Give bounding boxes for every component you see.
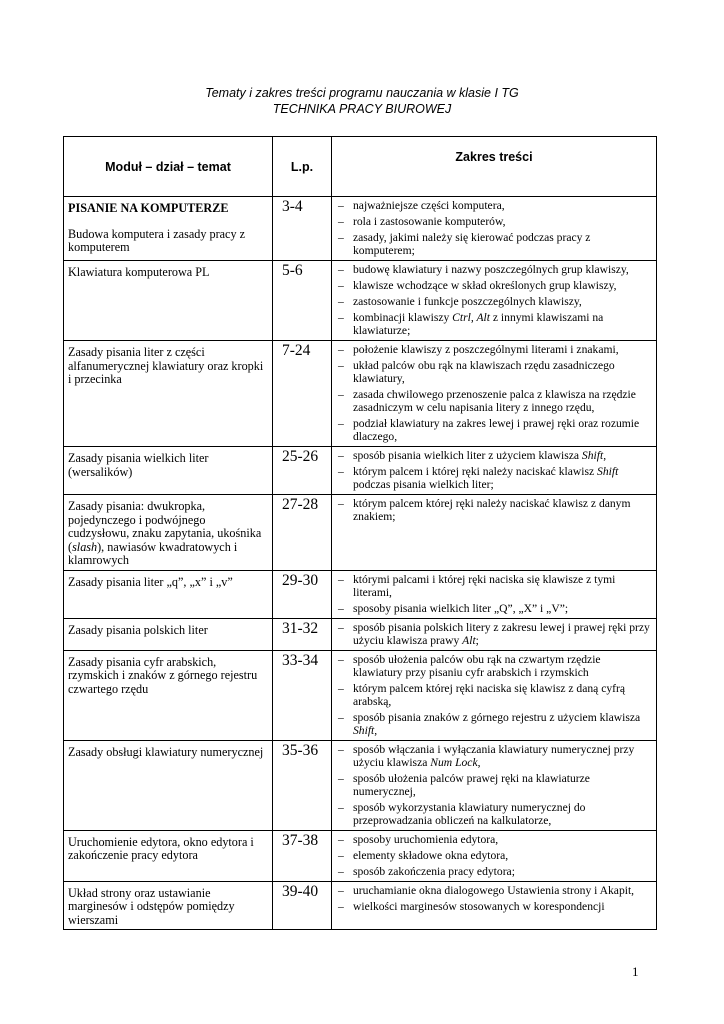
list-item: – sposób pisania znaków z górnego rejestru z użyciem klawisza Shift, <box>338 711 652 737</box>
list-item: – podział klawiatury na zakres lewej i prawej ręki oraz rozumie dlaczego, <box>338 417 652 443</box>
topic-cell <box>64 830 273 881</box>
scope-list <box>338 833 652 878</box>
topic-cell <box>64 650 273 740</box>
scope-cell <box>332 197 657 261</box>
topic-text: Klawiatura komputerowa PL <box>68 265 210 279</box>
column-header-lp: L.p. <box>273 137 332 197</box>
lesson-number-cell: 35-36 <box>273 740 332 830</box>
table-row <box>64 197 657 261</box>
column-header-scope: Zakres treści <box>332 137 657 197</box>
topic-text: Zasady obsługi klawiatury numerycznej <box>68 744 264 759</box>
lesson-number-cell: 3-4 <box>273 197 332 261</box>
list-item: – zasady, jakimi należy się kierować podczas pracy z komputerem; <box>338 231 652 257</box>
scope-cell <box>332 830 657 881</box>
scope-list <box>338 449 652 491</box>
list-item: – układ palców obu rąk na klawiszach rzędu zasadniczego klawiatury, <box>338 359 652 385</box>
table-row <box>64 261 657 341</box>
list-item: – położenie klawiszy z poszczególnymi literami i znakami, <box>338 343 652 356</box>
topic-text: Układ strony oraz ustawianie marginesów i odstępów pomiędzy wierszami <box>68 885 235 927</box>
list-item: – sposób wykorzystania klawiatury numerycznej do przeprowadzania obliczeń na kalkulatorze, <box>338 801 652 827</box>
table-row <box>64 341 657 447</box>
list-item: – wielkości marginesów stosowanych w korespondencji <box>338 900 652 913</box>
list-item: – najważniejsze części komputera, <box>338 199 652 212</box>
list-item: – zasada chwilowego przenoszenie palca z klawisza na rzędzie zasadniczym w celu napisania litery z innego rzędu, <box>338 388 652 414</box>
scope-cell <box>332 341 657 447</box>
table-row <box>64 740 657 830</box>
topic-cell <box>64 261 273 341</box>
scope-cell <box>332 570 657 618</box>
topic-cell <box>64 197 273 261</box>
table-row <box>64 495 657 571</box>
topic-cell <box>64 341 273 447</box>
topic-cell <box>64 740 273 830</box>
topic-text: Zasady pisania polskich liter <box>68 622 208 637</box>
scope-list <box>338 199 652 257</box>
list-item: – sposób zakończenia pracy edytora; <box>338 865 652 878</box>
scope-list <box>338 621 652 647</box>
list-item: – sposoby pisania wielkich liter „Q”, „X” i „V”; <box>338 602 652 615</box>
list-item: – klawisze wchodzące w skład określonych grup klawiszy, <box>338 279 652 292</box>
scope-list <box>338 343 652 443</box>
table-row <box>64 447 657 495</box>
scope-cell <box>332 618 657 650</box>
topic-text: Zasady pisania: dwukropka, pojedynczego i podwójnego cudzysłowu, znaku zapytania, ukośnika (slash), nawiasów kwadratowych i klamrowych <box>68 499 262 567</box>
page-number: 1 <box>632 964 639 979</box>
table-row <box>64 881 657 930</box>
list-item: – którym palcem której ręki naciska się klawisz z daną cyfrą arabską, <box>338 682 652 708</box>
list-item: – sposób pisania wielkich liter z użyciem klawisza Shift, <box>338 449 652 462</box>
lesson-number-cell: 7-24 <box>273 341 332 447</box>
lesson-number-cell: 31-32 <box>273 618 332 650</box>
table-header-row <box>64 137 657 197</box>
lesson-number-cell: 27-28 <box>273 495 332 571</box>
topic-text: Zasady pisania cyfr arabskich, rzymskich i znaków z górnego rejestru czwartego rzędu <box>68 654 258 696</box>
list-item: – budowę klawiatury i nazwy poszczególnych grup klawiszy, <box>338 263 652 276</box>
list-item: – sposób pisania polskich litery z zakresu lewej i prawej ręki przy użyciu klawisza prawy Alt; <box>338 621 652 647</box>
list-item: – którym palcem której ręki należy naciskać klawisz z danym znakiem; <box>338 497 652 523</box>
topic-cell <box>64 447 273 495</box>
scope-list <box>338 497 652 523</box>
scope-list <box>338 884 652 913</box>
scope-cell <box>332 261 657 341</box>
scope-cell <box>332 881 657 930</box>
document-title: Tematy i zakres treści programu nauczania w klasie I TG <box>205 86 519 100</box>
topic-cell <box>64 495 273 571</box>
list-item: – elementy składowe okna edytora, <box>338 849 652 862</box>
column-header-module: Moduł – dział – temat <box>64 137 273 197</box>
scope-list <box>338 653 652 737</box>
table-row <box>64 570 657 618</box>
list-item: – którymi palcami i której ręki naciska się klawisze z tymi literami, <box>338 573 652 599</box>
table-row <box>64 650 657 740</box>
list-item: – sposoby uruchomienia edytora, <box>338 833 652 846</box>
list-item: – uruchamianie okna dialogowego Ustawienia strony i Akapit, <box>338 884 652 897</box>
list-item: – zastosowanie i funkcje poszczególnych klawiszy, <box>338 295 652 308</box>
scope-list <box>338 263 652 337</box>
topic-text: Budowa komputera i zasady pracy z komputerem <box>68 226 245 254</box>
document-subtitle: TECHNIKA PRACY BIUROWEJ <box>272 102 452 116</box>
list-item: – sposób włączania i wyłączania klawiatury numerycznej przy użyciu klawisza Num Lock, <box>338 743 652 769</box>
lesson-number-cell: 37-38 <box>273 830 332 881</box>
table-row <box>64 830 657 881</box>
list-item: – rola i zastosowanie komputerów, <box>338 215 652 228</box>
topic-cell <box>64 570 273 618</box>
scope-cell <box>332 650 657 740</box>
topic-text: Zasady pisania liter „q”, „x” i „v” <box>68 574 233 589</box>
list-item: – sposób ułożenia palców obu rąk na czwartym rzędzie klawiatury przy pisaniu cyfr arabskich i rzymskich <box>338 653 652 679</box>
topic-cell <box>64 618 273 650</box>
list-item: – którym palcem i której ręki należy naciskać klawisz Shift podczas pisania wielkich liter; <box>338 465 652 491</box>
curriculum-table <box>63 136 657 930</box>
topic-text: Zasady pisania wielkich liter (wersalików) <box>68 451 209 479</box>
topic-text: Zasady pisania liter z części alfanumerycznej klawiatury oraz kropki i przecinka <box>68 345 264 386</box>
scope-cell <box>332 495 657 571</box>
topic-text: Uruchomienie edytora, okno edytora i zakończenie pracy edytora <box>68 834 254 862</box>
scope-list <box>338 743 652 827</box>
list-item: – kombinacji klawiszy Ctrl, Alt z innymi klawiszami na klawiaturze; <box>338 311 652 337</box>
scope-cell <box>332 447 657 495</box>
topic-cell <box>64 881 273 930</box>
lesson-number-cell: 5-6 <box>273 261 332 341</box>
scope-list <box>338 573 652 615</box>
lesson-number-cell: 25-26 <box>273 447 332 495</box>
lesson-number-cell: 39-40 <box>273 881 332 930</box>
table-row <box>64 618 657 650</box>
lesson-number-cell: 33-34 <box>273 650 332 740</box>
scope-cell <box>332 740 657 830</box>
list-item: – sposób ułożenia palców prawej ręki na klawiaturze numerycznej, <box>338 772 652 798</box>
module-title: PISANIE NA KOMPUTERZE <box>68 201 229 215</box>
lesson-number-cell: 29-30 <box>273 570 332 618</box>
